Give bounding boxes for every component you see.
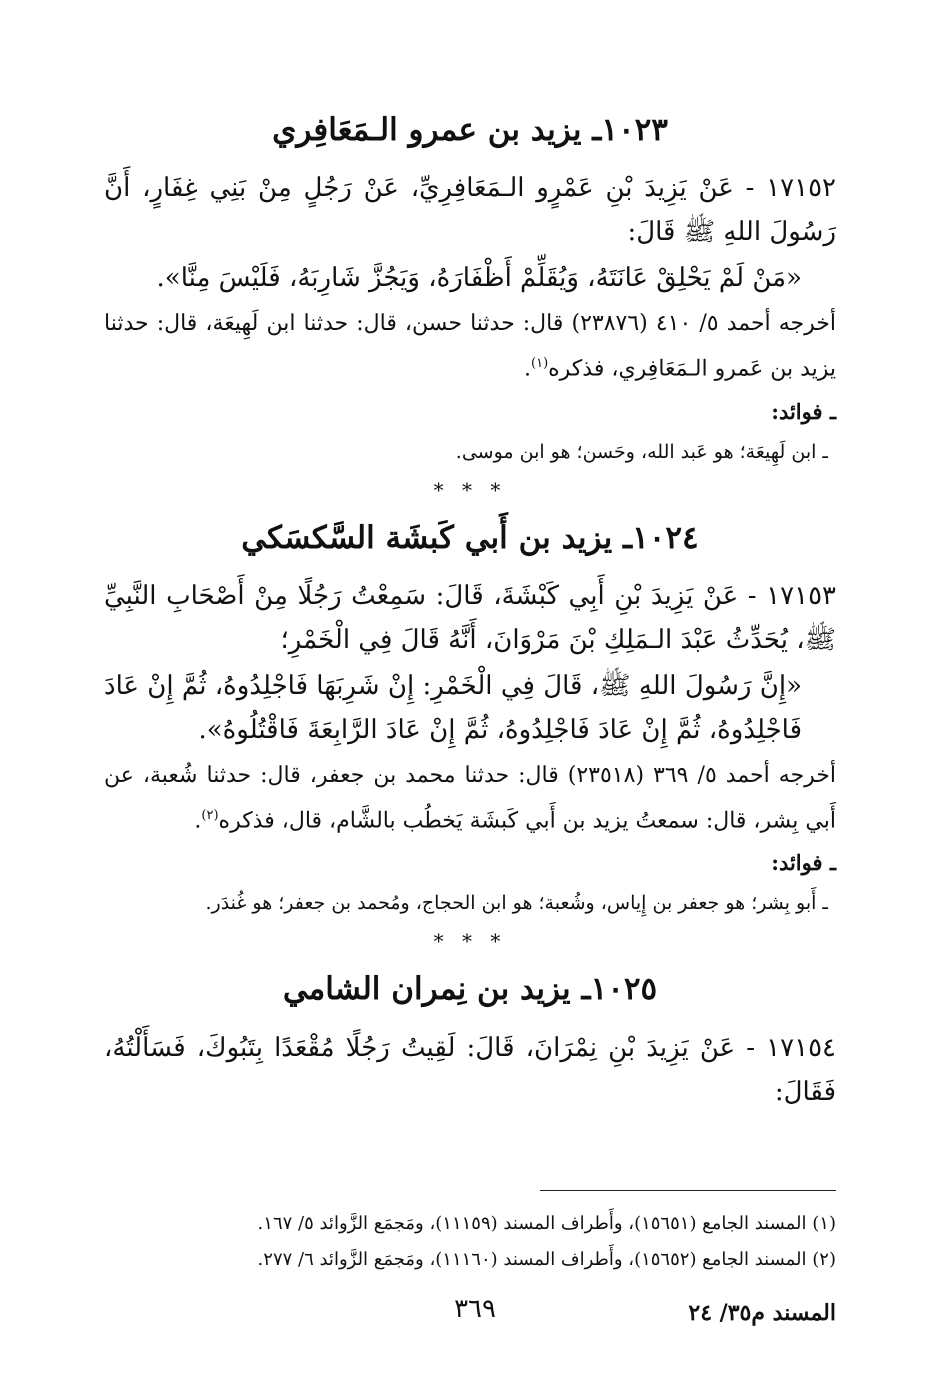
hadith-matn: «مَنْ لَمْ يَحْلِقْ عَانَتَهُ، وَيُقَلِّمْ أَظْفَارَهُ، وَيَجُزَّ شَارِبَهُ، فَلَيْسَ مِنَّا». xyxy=(156,263,802,294)
takhrij-body: أخرجه أحمد ٥/ ٤١٠ (٢٣٨٧٦) قال: حدثنا حسن، قال: حدثنا ابن لَهِيعَة، قال: حدثنا يزيد بن عَمرو الـمَعَافِري، فذكره xyxy=(104,311,836,382)
takhrij-body: أخرجه أحمد ٥/ ٣٦٩ (٢٣٥١٨) قال: حدثنا محمد بن جعفر، قال: حدثنا شُعبة، عن أَبي بِشر، قال: سمعتُ يزيد بن أَبي كَبشَة يَخطُب بالشَّام، قال، فذكره xyxy=(104,762,837,834)
hadith-text: ١٧١٥٣ - عَنْ يَزِيدَ بْنِ أَبِي كَبْشَةَ، قَالَ: سَمِعْتُ رَجُلًا مِنْ أَصْحَابِ النَّبِيِّ ﷺ، يُحَدِّثُ عَبْدَ الـمَلِكِ بْنَ مَرْوَانَ، أَنَّهُ قَالَ فِي الْخَمْرِ؛ xyxy=(104,580,836,655)
section-separator: * * * xyxy=(433,929,507,954)
fawaid-item: ـ ابن لَهِيعَة؛ هو عَبد الله، وحَسن؛ هو ابن موسى. xyxy=(455,440,828,463)
fawaid-item: ـ أَبو بِشر؛ هو جعفر بن إِياس، وشُعبة؛ هو ابن الحجاج، ومُحمد بن جعفر؛ هو غُندَر. xyxy=(205,892,828,915)
chapter-title: ١٠٢٣ـ يزيد بن عمرو الـمَعَافِري xyxy=(272,112,668,148)
fawaid-heading: ـ فوائد: xyxy=(771,850,836,876)
hadith-text: ١٧١٥٢ - عَنْ يَزِيدَ بْنِ عَمْرٍو الـمَعَافِرِيِّ، عَنْ رَجُلٍ مِنْ بَنِي غِفَارٍ، أَنَّ رَسُولَ اللهِ ﷺ قَالَ: xyxy=(104,173,836,248)
fawaid-heading: ـ فوائد: xyxy=(771,398,836,424)
footnote-2: (٢) المسند الجامع (١٥٦٥٢)، وأَطراف المسند (١١١٦٠)، ومَجمَع الزَّوائد ٦/ ٢٧٧. xyxy=(257,1249,836,1270)
biography-section-1025 xyxy=(104,969,836,1113)
section-separator: * * * xyxy=(433,477,507,502)
biography-section-1024 xyxy=(104,518,836,922)
page-footer xyxy=(104,1294,836,1340)
hadith-text: ١٧١٥٤ - عَنْ يَزِيدَ بْنِ نِمْرَانَ، قَالَ: لَقِيتُ رَجُلًا مُقْعَدًا بِتَبُوكَ، فَسَأَلْتُهُ، فَقَالَ: xyxy=(104,1032,836,1107)
page-number: ٣٦٩ xyxy=(454,1294,496,1324)
footnote-divider xyxy=(540,1190,836,1191)
takhrij-text: أخرجه أحمد ٥/ ٣٦٩ (٢٣٥١٨) قال: حدثنا محمد بن جعفر، قال: حدثنا شُعبة، عن أَبي بِشر، قال: سمعتُ يزيد بن أَبي كَبشَة يَخطُب بالشَّام، قال، فذكره$^{(٢)}$. xyxy=(104,762,837,834)
footnote-1: (١) المسند الجامع (١٥٦٥١)، وأَطراف المسند (١١١٥٩)، ومَجمَع الزَّوائد ٥/ ١٦٧. xyxy=(257,1213,836,1234)
hadith-matn: «إِنَّ رَسُولَ اللهِ ﷺ، قَالَ فِي الْخَمْرِ: إِنْ شَرِبَهَا فَاجْلِدُوهُ، ثُمَّ إِنْ عَادَ فَاجْلِدُوهُ، ثُمَّ إِنْ عَادَ فَاجْلِدُوهُ، ثُمَّ إِنْ عَادَ الرَّابِعَةَ فَاقْتُلُوهُ». xyxy=(104,670,802,745)
takhrij-text: أخرجه أحمد ٥/ ٤١٠ (٢٣٨٧٦) قال: حدثنا حسن، قال: حدثنا ابن لَهِيعَة، قال: حدثنا يزيد بن عَمرو الـمَعَافِري، فذكره$^{(١)}$. xyxy=(104,311,836,382)
chapter-title: ١٠٢٥ـ يزيد بن نِمران الشامي xyxy=(282,971,658,1008)
footnote-ref: (١) xyxy=(531,356,549,372)
running-foot: المسند م٣٥/ ٢٤ xyxy=(688,1300,836,1326)
chapter-title: ١٠٢٤ـ يزيد بن أَبي كَبشَة السَّكسَكي xyxy=(241,519,699,556)
biography-section-1023 xyxy=(104,110,836,470)
footnotes xyxy=(104,1206,836,1278)
footnote-ref: (٢) xyxy=(201,807,219,823)
